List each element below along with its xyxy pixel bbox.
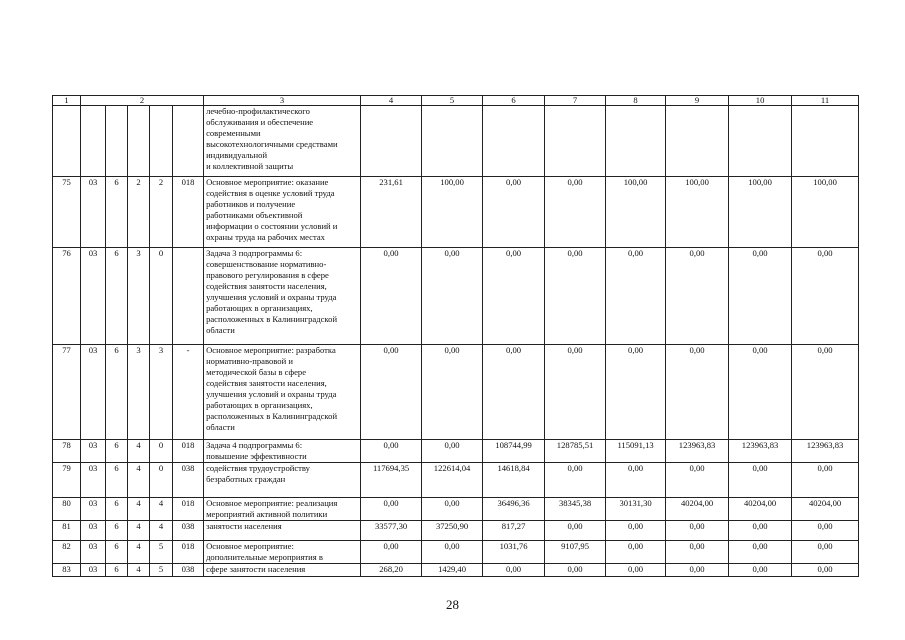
description-line: безработных граждан bbox=[206, 474, 286, 484]
description-line: работников и получение bbox=[206, 199, 296, 209]
row-number-cell: 82 bbox=[53, 541, 81, 564]
cell bbox=[483, 106, 545, 177]
value-cell: 0,00 bbox=[729, 521, 792, 541]
description-line: содействия в оценке условий труда bbox=[206, 188, 335, 198]
cell bbox=[545, 106, 606, 177]
description-line: сфере занятости населения bbox=[206, 564, 306, 574]
row-number-cell: 77 bbox=[53, 345, 81, 440]
description-line: индивидуальной bbox=[206, 150, 268, 160]
continuation-row bbox=[53, 106, 859, 177]
table-row bbox=[53, 440, 859, 463]
table-row bbox=[53, 463, 859, 498]
value-cell: 0,00 bbox=[422, 248, 483, 345]
description-line: правового регулирования в сфере bbox=[206, 270, 329, 280]
value-cell: 0,00 bbox=[729, 463, 792, 498]
value-cell: 0,00 bbox=[666, 248, 729, 345]
description-line: расположенных в Калининградской bbox=[206, 411, 338, 421]
code-cell: 6 bbox=[106, 345, 128, 440]
code-cell: 6 bbox=[106, 498, 128, 521]
value-cell: 1429,40 bbox=[422, 564, 483, 577]
description-cell bbox=[204, 541, 361, 564]
value-cell: 0,00 bbox=[361, 440, 422, 463]
cell bbox=[606, 106, 666, 177]
description-line: Основное мероприятие: оказание bbox=[206, 177, 329, 187]
cell bbox=[81, 106, 106, 177]
value-cell: 0,00 bbox=[545, 521, 606, 541]
description-line: совершенствование нормативно- bbox=[206, 259, 327, 269]
value-cell: 0,00 bbox=[666, 463, 729, 498]
value-cell: 0,00 bbox=[545, 463, 606, 498]
code-cell: 03 bbox=[81, 463, 106, 498]
value-cell: 100,00 bbox=[666, 177, 729, 248]
cell bbox=[666, 106, 729, 177]
value-cell: 0,00 bbox=[422, 345, 483, 440]
value-cell: 0,00 bbox=[545, 345, 606, 440]
description-line: работающих в организациях, bbox=[206, 303, 313, 313]
code-cell: 6 bbox=[106, 463, 128, 498]
value-cell: 33577,30 bbox=[361, 521, 422, 541]
value-cell: 0,00 bbox=[792, 345, 859, 440]
value-cell: 0,00 bbox=[792, 248, 859, 345]
value-cell: 40204,00 bbox=[729, 498, 792, 521]
value-cell: 123963,83 bbox=[792, 440, 859, 463]
description-cell bbox=[204, 440, 361, 463]
cell bbox=[173, 106, 204, 177]
header-cell: 8 bbox=[606, 96, 666, 106]
value-cell: 122614,04 bbox=[422, 463, 483, 498]
description-cell bbox=[204, 564, 361, 577]
value-cell: 0,00 bbox=[483, 345, 545, 440]
description-line: содействия занятости населения, bbox=[206, 281, 327, 291]
value-cell: 0,00 bbox=[666, 521, 729, 541]
description-line: повышение эффективности bbox=[206, 451, 307, 461]
value-cell: 0,00 bbox=[729, 541, 792, 564]
value-cell: 100,00 bbox=[729, 177, 792, 248]
description-line: Задача 4 подпрограммы 6: bbox=[206, 440, 303, 450]
value-cell: 123963,83 bbox=[729, 440, 792, 463]
value-cell: 40204,00 bbox=[666, 498, 729, 521]
code-cell: 4 bbox=[150, 521, 173, 541]
description-line: содействия трудоустройству bbox=[206, 463, 310, 473]
cell bbox=[422, 106, 483, 177]
code-cell: 038 bbox=[173, 564, 204, 577]
row-number-cell: 75 bbox=[53, 177, 81, 248]
value-cell: 0,00 bbox=[729, 248, 792, 345]
value-cell: 36496,36 bbox=[483, 498, 545, 521]
code-cell: 0 bbox=[150, 248, 173, 345]
code-cell: 018 bbox=[173, 440, 204, 463]
table-row bbox=[53, 498, 859, 521]
code-cell: 3 bbox=[150, 345, 173, 440]
value-cell: 0,00 bbox=[361, 345, 422, 440]
description-cell bbox=[204, 345, 361, 440]
code-cell: 2 bbox=[150, 177, 173, 248]
code-cell: 4 bbox=[128, 521, 150, 541]
row-number-cell: 79 bbox=[53, 463, 81, 498]
value-cell: 0,00 bbox=[545, 177, 606, 248]
code-cell: 4 bbox=[128, 463, 150, 498]
value-cell: 0,00 bbox=[545, 564, 606, 577]
page-number: 28 bbox=[446, 597, 459, 612]
value-cell: 14618,84 bbox=[483, 463, 545, 498]
code-cell: 038 bbox=[173, 521, 204, 541]
value-cell: 817,27 bbox=[483, 521, 545, 541]
description-cell bbox=[204, 106, 361, 177]
table-row bbox=[53, 541, 859, 564]
value-cell: 115091,13 bbox=[606, 440, 666, 463]
column-number-header bbox=[53, 96, 859, 106]
document-page bbox=[52, 95, 858, 577]
description-line: работающих в организациях, bbox=[206, 400, 313, 410]
value-cell: 0,00 bbox=[483, 564, 545, 577]
row-number-cell: 80 bbox=[53, 498, 81, 521]
cell bbox=[361, 106, 422, 177]
value-cell: 0,00 bbox=[792, 541, 859, 564]
description-line: и коллективной защиты bbox=[206, 161, 294, 171]
value-cell: 117694,35 bbox=[361, 463, 422, 498]
value-cell: 1031,76 bbox=[483, 541, 545, 564]
table-row bbox=[53, 564, 859, 577]
value-cell: 0,00 bbox=[606, 345, 666, 440]
header-cell: 9 bbox=[666, 96, 729, 106]
code-cell: 03 bbox=[81, 440, 106, 463]
value-cell: 0,00 bbox=[792, 463, 859, 498]
description-line: Основное мероприятие: bbox=[206, 541, 294, 551]
code-cell: 038 bbox=[173, 463, 204, 498]
table-row bbox=[53, 177, 859, 248]
code-cell: - bbox=[173, 345, 204, 440]
value-cell: 0,00 bbox=[545, 248, 606, 345]
value-cell: 0,00 bbox=[729, 564, 792, 577]
value-cell: 268,20 bbox=[361, 564, 422, 577]
header-cell: 1 bbox=[53, 96, 81, 106]
value-cell: 108744,99 bbox=[483, 440, 545, 463]
code-cell: 4 bbox=[150, 498, 173, 521]
row-number-cell: 76 bbox=[53, 248, 81, 345]
code-cell: 3 bbox=[128, 345, 150, 440]
description-cell bbox=[204, 463, 361, 498]
value-cell: 0,00 bbox=[483, 177, 545, 248]
description-line: содействия занятости населения, bbox=[206, 378, 327, 388]
description-line: Основное мероприятие: разработка bbox=[206, 345, 336, 355]
code-cell: 018 bbox=[173, 177, 204, 248]
code-cell: 6 bbox=[106, 440, 128, 463]
value-cell: 0,00 bbox=[666, 345, 729, 440]
header-cell: 3 bbox=[204, 96, 361, 106]
value-cell: 123963,83 bbox=[666, 440, 729, 463]
code-cell: 2 bbox=[128, 177, 150, 248]
code-cell: 03 bbox=[81, 541, 106, 564]
code-cell: 6 bbox=[106, 541, 128, 564]
cell bbox=[150, 106, 173, 177]
description-cell bbox=[204, 248, 361, 345]
value-cell: 0,00 bbox=[361, 498, 422, 521]
header-cell: 10 bbox=[729, 96, 792, 106]
description-line: высокотехнологичными средствами bbox=[206, 139, 338, 149]
value-cell: 0,00 bbox=[729, 345, 792, 440]
code-cell: 6 bbox=[106, 564, 128, 577]
header-cell: 5 bbox=[422, 96, 483, 106]
value-cell: 30131,30 bbox=[606, 498, 666, 521]
description-line: расположенных в Калининградской bbox=[206, 314, 338, 324]
row-number-cell: 78 bbox=[53, 440, 81, 463]
value-cell: 100,00 bbox=[792, 177, 859, 248]
code-cell: 03 bbox=[81, 345, 106, 440]
description-line: охраны труда на рабочих местах bbox=[206, 232, 325, 242]
header-cell: 2 bbox=[81, 96, 204, 106]
value-cell: 0,00 bbox=[606, 248, 666, 345]
code-cell: 5 bbox=[150, 541, 173, 564]
budget-table bbox=[52, 95, 859, 577]
value-cell: 0,00 bbox=[483, 248, 545, 345]
code-cell: 6 bbox=[106, 248, 128, 345]
value-cell: 0,00 bbox=[606, 463, 666, 498]
description-line: информации о состоянии условий и bbox=[206, 221, 338, 231]
header-cell: 7 bbox=[545, 96, 606, 106]
description-line: области bbox=[206, 422, 235, 432]
header-cell: 6 bbox=[483, 96, 545, 106]
cell bbox=[128, 106, 150, 177]
cell bbox=[792, 106, 859, 177]
value-cell: 0,00 bbox=[422, 440, 483, 463]
value-cell: 0,00 bbox=[666, 564, 729, 577]
value-cell: 0,00 bbox=[606, 521, 666, 541]
code-cell: 0 bbox=[150, 440, 173, 463]
code-cell: 03 bbox=[81, 521, 106, 541]
value-cell: 9107,95 bbox=[545, 541, 606, 564]
code-cell bbox=[173, 248, 204, 345]
table-row bbox=[53, 345, 859, 440]
value-cell: 37250,90 bbox=[422, 521, 483, 541]
code-cell: 4 bbox=[128, 564, 150, 577]
cell bbox=[53, 106, 81, 177]
value-cell: 231,61 bbox=[361, 177, 422, 248]
header-cell: 4 bbox=[361, 96, 422, 106]
code-cell: 4 bbox=[128, 440, 150, 463]
value-cell: 0,00 bbox=[666, 541, 729, 564]
code-cell: 4 bbox=[128, 498, 150, 521]
value-cell: 0,00 bbox=[361, 248, 422, 345]
value-cell: 38345,38 bbox=[545, 498, 606, 521]
description-line: улучшения условий и охраны труда bbox=[206, 389, 337, 399]
table-row bbox=[53, 248, 859, 345]
code-cell: 03 bbox=[81, 177, 106, 248]
value-cell: 100,00 bbox=[606, 177, 666, 248]
value-cell: 128785,51 bbox=[545, 440, 606, 463]
value-cell: 100,00 bbox=[422, 177, 483, 248]
description-line: лечебно-профилактического bbox=[206, 106, 310, 116]
value-cell: 0,00 bbox=[606, 541, 666, 564]
code-cell: 3 bbox=[128, 248, 150, 345]
code-cell: 5 bbox=[150, 564, 173, 577]
code-cell: 6 bbox=[106, 521, 128, 541]
cell bbox=[729, 106, 792, 177]
description-line: занятости населения bbox=[206, 521, 282, 531]
value-cell: 0,00 bbox=[792, 521, 859, 541]
table-row bbox=[53, 521, 859, 541]
code-cell: 018 bbox=[173, 541, 204, 564]
code-cell: 0 bbox=[150, 463, 173, 498]
description-line: улучшения условий и охраны труда bbox=[206, 292, 337, 302]
description-line: Основное мероприятие: реализация bbox=[206, 498, 338, 508]
header-cell: 11 bbox=[792, 96, 859, 106]
row-number-cell: 83 bbox=[53, 564, 81, 577]
code-cell: 03 bbox=[81, 498, 106, 521]
code-cell: 03 bbox=[81, 248, 106, 345]
description-line: мероприятий активной политики bbox=[206, 509, 328, 519]
code-cell: 03 bbox=[81, 564, 106, 577]
value-cell: 0,00 bbox=[606, 564, 666, 577]
description-cell bbox=[204, 521, 361, 541]
value-cell: 0,00 bbox=[361, 541, 422, 564]
value-cell: 0,00 bbox=[422, 541, 483, 564]
description-line: методической базы в сфере bbox=[206, 367, 307, 377]
cell bbox=[106, 106, 128, 177]
description-line: области bbox=[206, 325, 235, 335]
description-line: нормативно-правовой и bbox=[206, 356, 293, 366]
description-line: дополнительные мероприятия в bbox=[206, 552, 323, 562]
description-cell bbox=[204, 177, 361, 248]
code-cell: 4 bbox=[128, 541, 150, 564]
description-cell bbox=[204, 498, 361, 521]
description-line: обслуживания и обеспечение bbox=[206, 117, 314, 127]
description-line: работниками объективной bbox=[206, 210, 303, 220]
value-cell: 0,00 bbox=[792, 564, 859, 577]
row-number-cell: 81 bbox=[53, 521, 81, 541]
description-line: Задача 3 подпрограммы 6: bbox=[206, 248, 303, 258]
code-cell: 018 bbox=[173, 498, 204, 521]
code-cell: 6 bbox=[106, 177, 128, 248]
value-cell: 40204,00 bbox=[792, 498, 859, 521]
value-cell: 0,00 bbox=[422, 498, 483, 521]
description-line: современными bbox=[206, 128, 261, 138]
